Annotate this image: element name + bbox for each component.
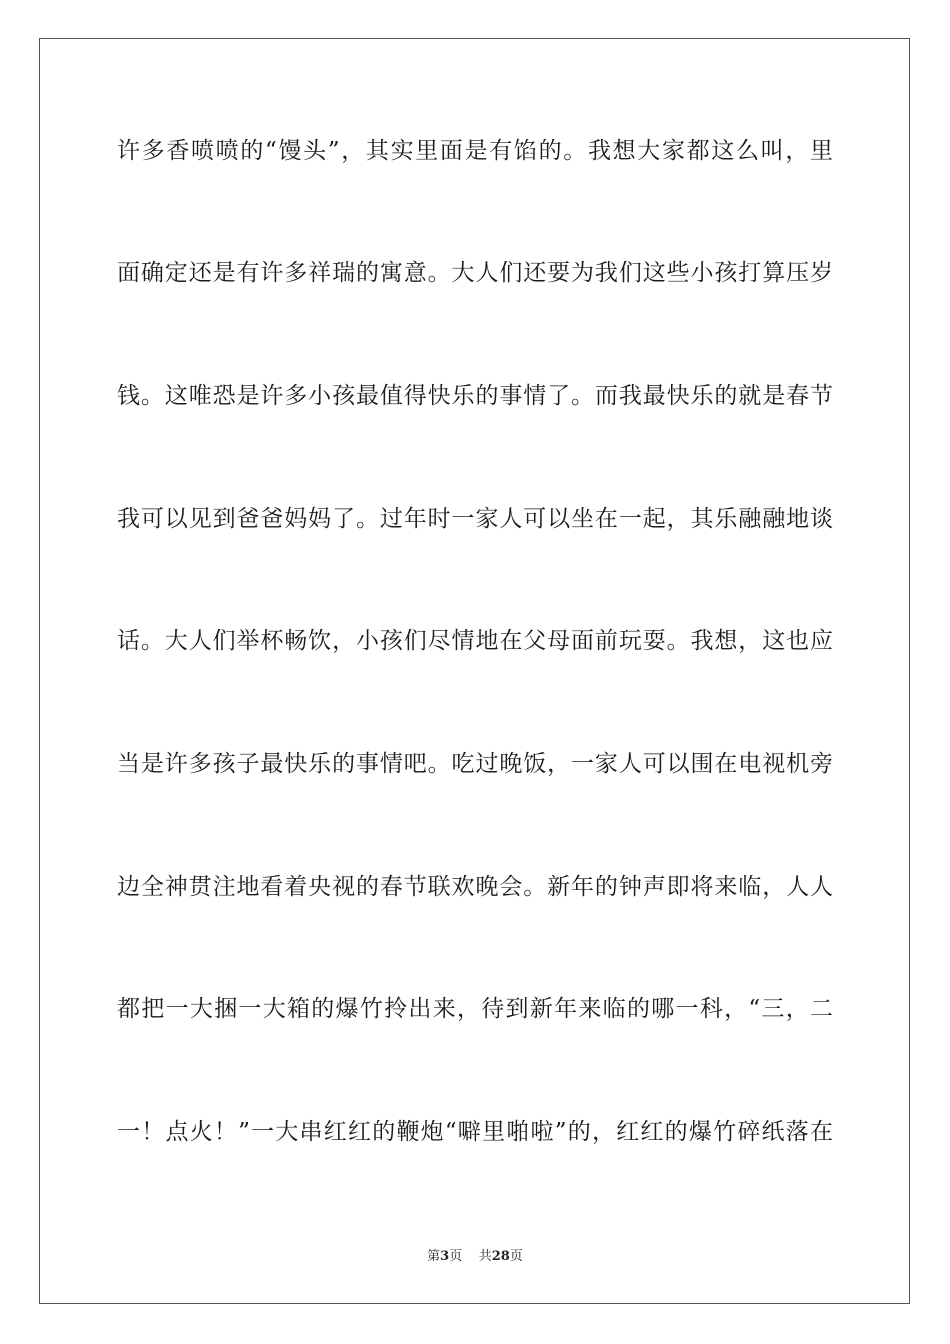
page-frame xyxy=(39,38,910,1304)
total-pages: 28 xyxy=(491,1249,510,1264)
text-line: 钱。这唯恐是许多小孩最值得快乐的事情了。而我最快乐的就是春节 xyxy=(117,383,833,409)
text-line: 当是许多孩子最快乐的事情吧。吃过晚饭，一家人可以围在电视机旁 xyxy=(117,751,833,777)
text-line: 一！点火！”一大串红红的鞭炮“噼里啪啦”的，红红的爆竹碎纸落在 xyxy=(117,1119,833,1145)
page-footer xyxy=(0,1248,950,1266)
page-label-prefix: 第 xyxy=(427,1249,441,1264)
page-number: 3 xyxy=(440,1249,450,1264)
text-line: 许多香喷喷的“馒头”，其实里面是有馅的。我想大家都这么叫，里 xyxy=(117,138,833,164)
text-line: 面确定还是有许多祥瑞的寓意。大人们还要为我们这些小孩打算压岁 xyxy=(117,260,833,286)
total-label-suffix: 页 xyxy=(509,1249,523,1264)
total-label-prefix: 共 xyxy=(478,1249,492,1264)
text-line: 都把一大捆一大箱的爆竹拎出来，待到新年来临的哪一科，“三，二 xyxy=(117,996,833,1022)
text-line: 我可以见到爸爸妈妈了。过年时一家人可以坐在一起，其乐融融地谈 xyxy=(117,506,833,532)
text-line: 话。大人们举杯畅饮，小孩们尽情地在父母面前玩耍。我想，这也应 xyxy=(117,628,833,654)
page-label-suffix: 页 xyxy=(449,1249,463,1264)
text-line: 边全神贯注地看着央视的春节联欢晚会。新年的钟声即将来临，人人 xyxy=(117,874,833,900)
